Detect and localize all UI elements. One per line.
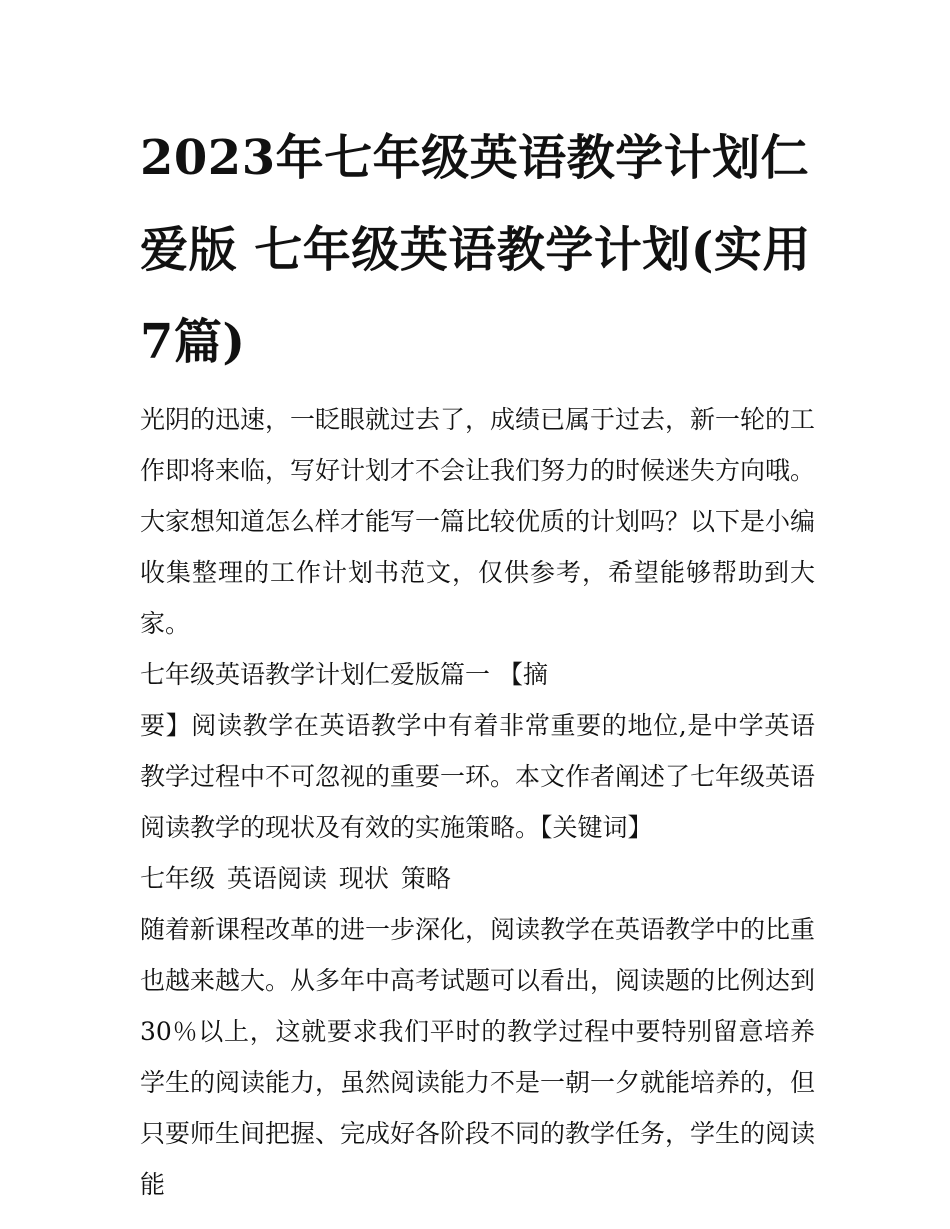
keywords-paragraph: 七年级 英语阅读 现状 策略	[140, 864, 451, 893]
document-title: 2023年七年级英语教学计划仁爱版 七年级英语教学计划(实用7篇)	[140, 130, 811, 370]
body-paragraph: 随着新课程改革的进一步深化，阅读教学在英语教学中的比重也越来越大。从多年中高考试题可以看出，阅读题的比例达到30％以上，这就要求我们平时的教学过程中要特别留意培养学生的阅读能力，虽然阅读能力不是一朝一夕就能培养的，但只要师生间把握、完成好各阶段不同的教学任务，学生的阅读能	[140, 915, 816, 1199]
document-page	[140, 112, 815, 1210]
intro-paragraph: 光阴的迅速，一眨眼就过去了，成绩已属于过去，新一轮的工作即将来临，写好计划才不会让我们努力的时候迷失方向哦。大家想知道怎么样才能写一篇比较优质的计划吗？以下是小编收集整理的工作计划书范文，仅供参考，希望能够帮助到大家。	[140, 405, 816, 638]
section-heading-paragraph: 七年级英语教学计划仁爱版篇一 【摘	[140, 660, 548, 689]
abstract-paragraph: 要】阅读教学在英语教学中有着非常重要的地位,是中学英语教学过程中不可忽视的重要一环。本文作者阐述了七年级英语阅读教学的现状及有效的实施策略。【关键词】	[140, 711, 816, 842]
